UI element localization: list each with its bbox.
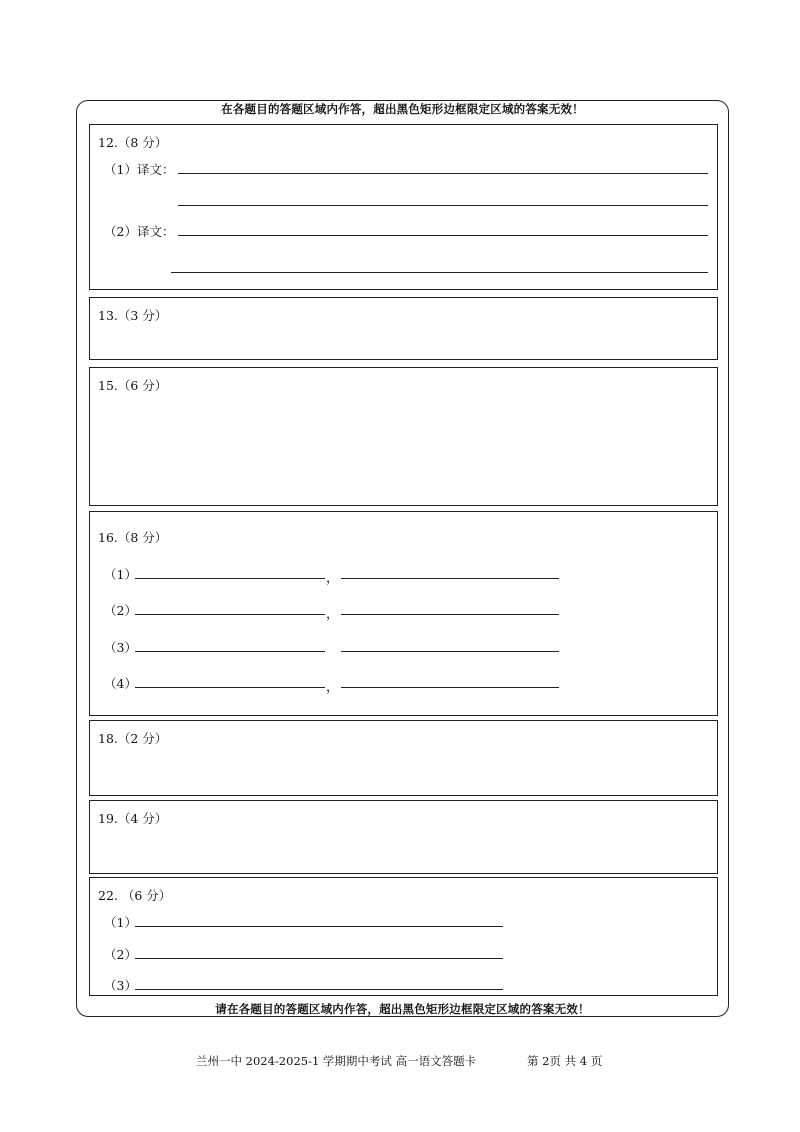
- footer-page-number: 第 2页 共 4 页: [527, 1054, 603, 1068]
- q16-answer-box: [89, 511, 718, 716]
- q22-title: 22. （6 分）: [98, 888, 172, 903]
- q22-line-2[interactable]: [135, 958, 503, 959]
- q16-label-3: （3）: [104, 640, 137, 655]
- q16-comma-4: ，: [326, 680, 340, 695]
- q13-title: 13.（3 分）: [98, 308, 168, 323]
- q22-line-1[interactable]: [135, 926, 503, 927]
- q12-line-1b[interactable]: [178, 205, 708, 206]
- q19-title: 19.（4 分）: [98, 811, 168, 826]
- q16-label-4: （4）: [104, 676, 137, 691]
- q16-line-1b[interactable]: [341, 578, 559, 579]
- bottom-notice: 请在各题目的答题区域内作答，超出黑色矩形边框限定区域的答案无效！: [215, 1002, 590, 1016]
- q16-line-1a[interactable]: [135, 578, 325, 579]
- q13-answer-box[interactable]: [89, 297, 718, 360]
- q16-label-1: （1）: [104, 567, 137, 582]
- top-notice: 在各题目的答题区域内作答，超出黑色矩形边框限定区域的答案无效！: [221, 102, 584, 116]
- q16-line-2a[interactable]: [135, 614, 325, 615]
- q19-answer-box[interactable]: [89, 800, 718, 874]
- q12-line-1a[interactable]: [178, 173, 708, 174]
- q22-label-3: （3）: [104, 978, 137, 993]
- q12-line-2b[interactable]: [171, 272, 708, 273]
- q12-title: 12.（8 分）: [98, 135, 168, 150]
- q16-line-3b[interactable]: [341, 651, 559, 652]
- footer-exam-title: 兰州一中 2024-2025-1 学期期中考试 高一语文答题卡: [196, 1054, 477, 1068]
- q22-label-1: （1）: [104, 915, 137, 930]
- q16-title: 16.（8 分）: [98, 530, 168, 545]
- q18-title: 18.（2 分）: [98, 731, 168, 746]
- q16-line-4a[interactable]: [135, 687, 325, 688]
- q16-label-2: （2）: [104, 603, 137, 618]
- q15-title: 15.（6 分）: [98, 378, 168, 393]
- q16-comma-1: ，: [326, 571, 340, 586]
- q22-line-3[interactable]: [135, 989, 503, 990]
- q16-comma-2: ，: [326, 607, 340, 622]
- q12-answer-box: [89, 124, 718, 290]
- q18-answer-box[interactable]: [89, 720, 718, 796]
- q22-label-2: （2）: [104, 947, 137, 962]
- q22-answer-box: [89, 877, 718, 996]
- q12-line-2a[interactable]: [178, 235, 708, 236]
- q16-line-4b[interactable]: [341, 687, 559, 688]
- q15-answer-box[interactable]: [89, 367, 718, 506]
- q16-line-3a[interactable]: [135, 651, 325, 652]
- q12-label-1: （1）译文：: [104, 162, 175, 177]
- q16-line-2b[interactable]: [341, 614, 559, 615]
- q12-label-2: （2）译文：: [104, 224, 175, 239]
